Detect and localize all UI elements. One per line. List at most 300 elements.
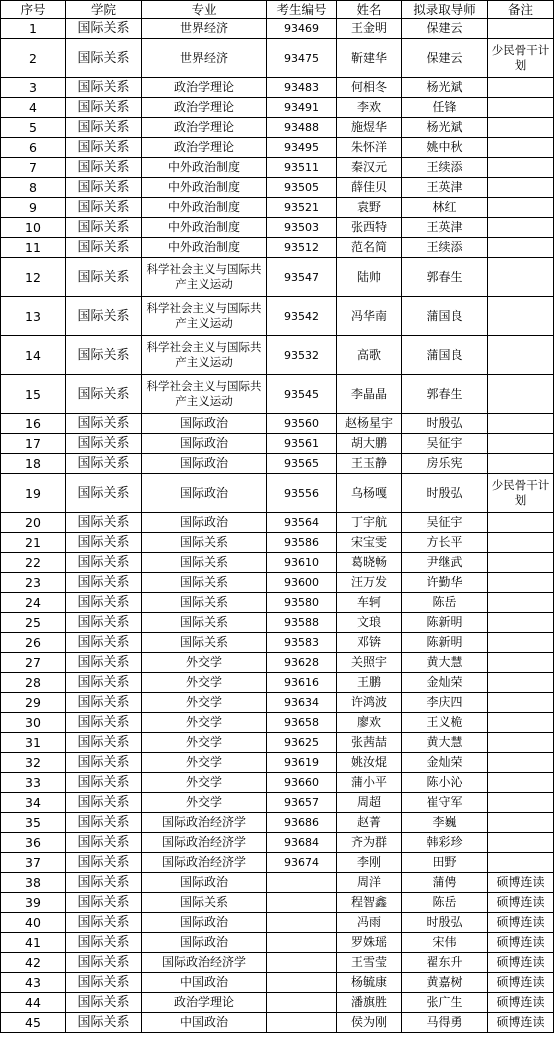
cell-major: 外交学	[142, 753, 267, 773]
cell-note	[488, 653, 554, 673]
table-row	[1, 593, 554, 613]
cell-major: 政治学理论	[142, 118, 267, 138]
cell-note	[488, 19, 554, 39]
cell-note	[488, 434, 554, 454]
cell-note: 硕博连读	[488, 1013, 554, 1033]
table-row	[1, 414, 554, 434]
cell-code	[267, 933, 337, 953]
cell-major: 国际政治经济学	[142, 813, 267, 833]
cell-seq: 1	[1, 19, 66, 39]
cell-advisor: 宋伟	[402, 933, 488, 953]
table-row	[1, 1013, 554, 1033]
cell-code: 93686	[267, 813, 337, 833]
cell-dept: 国际关系	[66, 434, 142, 454]
table-row	[1, 613, 554, 633]
table-row	[1, 933, 554, 953]
cell-code: 93564	[267, 513, 337, 533]
cell-dept: 国际关系	[66, 454, 142, 474]
cell-advisor: 李巍	[402, 813, 488, 833]
cell-name: 王玉静	[337, 454, 402, 474]
cell-code: 93628	[267, 653, 337, 673]
cell-code: 93483	[267, 78, 337, 98]
table-row	[1, 753, 554, 773]
table-row	[1, 297, 554, 336]
cell-advisor: 黄嘉树	[402, 973, 488, 993]
cell-advisor: 金灿荣	[402, 673, 488, 693]
table-row	[1, 733, 554, 753]
cell-name: 胡大鹏	[337, 434, 402, 454]
cell-advisor: 杨光斌	[402, 78, 488, 98]
cell-dept: 国际关系	[66, 953, 142, 973]
cell-dept: 国际关系	[66, 993, 142, 1013]
cell-major: 外交学	[142, 653, 267, 673]
cell-advisor: 蒲俜	[402, 873, 488, 893]
cell-advisor: 房乐宪	[402, 454, 488, 474]
table-row	[1, 553, 554, 573]
cell-name: 罗姝瑶	[337, 933, 402, 953]
table-row	[1, 474, 554, 513]
table-row	[1, 693, 554, 713]
cell-code: 93561	[267, 434, 337, 454]
cell-name: 冯华南	[337, 297, 402, 336]
table-row	[1, 118, 554, 138]
cell-name: 葛晓畅	[337, 553, 402, 573]
cell-major: 中外政治制度	[142, 158, 267, 178]
cell-name: 侯为刚	[337, 1013, 402, 1033]
cell-name: 张西特	[337, 218, 402, 238]
header-code: 考生编号	[267, 1, 337, 19]
cell-advisor: 韩彩珍	[402, 833, 488, 853]
cell-note: 硕博连读	[488, 893, 554, 913]
cell-note	[488, 375, 554, 414]
cell-major: 国际政治	[142, 873, 267, 893]
cell-seq: 40	[1, 913, 66, 933]
cell-seq: 29	[1, 693, 66, 713]
cell-name: 王雪莹	[337, 953, 402, 973]
cell-dept: 国际关系	[66, 198, 142, 218]
cell-seq: 33	[1, 773, 66, 793]
cell-name: 周超	[337, 793, 402, 813]
cell-major: 中外政治制度	[142, 218, 267, 238]
table-row	[1, 158, 554, 178]
table-row	[1, 258, 554, 297]
cell-advisor: 陈岳	[402, 593, 488, 613]
cell-dept: 国际关系	[66, 733, 142, 753]
cell-code: 93521	[267, 198, 337, 218]
cell-note	[488, 813, 554, 833]
cell-advisor: 方长平	[402, 533, 488, 553]
cell-advisor: 马得勇	[402, 1013, 488, 1033]
cell-code: 93560	[267, 414, 337, 434]
cell-dept: 国际关系	[66, 19, 142, 39]
cell-code: 93600	[267, 573, 337, 593]
cell-dept: 国际关系	[66, 138, 142, 158]
cell-code: 93556	[267, 474, 337, 513]
cell-name: 宋宝雯	[337, 533, 402, 553]
cell-advisor: 尹继武	[402, 553, 488, 573]
cell-note	[488, 336, 554, 375]
cell-note	[488, 297, 554, 336]
cell-seq: 17	[1, 434, 66, 454]
cell-note	[488, 733, 554, 753]
cell-dept: 国际关系	[66, 693, 142, 713]
cell-dept: 国际关系	[66, 513, 142, 533]
cell-major: 国际政治	[142, 913, 267, 933]
header-seq: 序号	[1, 1, 66, 19]
cell-advisor: 姚中秋	[402, 138, 488, 158]
cell-dept: 国际关系	[66, 297, 142, 336]
cell-seq: 6	[1, 138, 66, 158]
cell-major: 国际关系	[142, 533, 267, 553]
cell-note	[488, 753, 554, 773]
cell-advisor: 吴征宇	[402, 434, 488, 454]
cell-advisor: 李庆四	[402, 693, 488, 713]
cell-dept: 国际关系	[66, 474, 142, 513]
cell-note	[488, 793, 554, 813]
cell-name: 冯雨	[337, 913, 402, 933]
cell-code: 93634	[267, 693, 337, 713]
cell-advisor: 黄大慧	[402, 653, 488, 673]
cell-code	[267, 973, 337, 993]
cell-code: 93657	[267, 793, 337, 813]
cell-major: 中外政治制度	[142, 178, 267, 198]
cell-dept: 国际关系	[66, 713, 142, 733]
cell-name: 李晶晶	[337, 375, 402, 414]
cell-note	[488, 98, 554, 118]
table-row	[1, 238, 554, 258]
cell-name: 李欢	[337, 98, 402, 118]
cell-name: 杨毓康	[337, 973, 402, 993]
cell-advisor: 王英津	[402, 178, 488, 198]
cell-advisor: 翟东升	[402, 953, 488, 973]
cell-advisor: 崔守军	[402, 793, 488, 813]
cell-advisor: 保建云	[402, 39, 488, 78]
cell-dept: 国际关系	[66, 973, 142, 993]
cell-major: 外交学	[142, 733, 267, 753]
cell-major: 国际关系	[142, 893, 267, 913]
cell-major: 国际政治	[142, 513, 267, 533]
cell-name: 施煜华	[337, 118, 402, 138]
table-row	[1, 218, 554, 238]
cell-advisor: 时殷弘	[402, 474, 488, 513]
cell-major: 科学社会主义与国际共产主义运动	[142, 297, 267, 336]
cell-code: 93547	[267, 258, 337, 297]
cell-note: 少民骨干计划	[488, 474, 554, 513]
cell-seq: 23	[1, 573, 66, 593]
cell-major: 国际关系	[142, 613, 267, 633]
cell-dept: 国际关系	[66, 833, 142, 853]
cell-seq: 32	[1, 753, 66, 773]
cell-name: 乌杨嘎	[337, 474, 402, 513]
cell-code: 93491	[267, 98, 337, 118]
cell-advisor: 许勤华	[402, 573, 488, 593]
cell-seq: 35	[1, 813, 66, 833]
cell-note	[488, 713, 554, 733]
cell-major: 科学社会主义与国际共产主义运动	[142, 258, 267, 297]
cell-code: 93469	[267, 19, 337, 39]
cell-name: 何相冬	[337, 78, 402, 98]
cell-advisor: 吴征宇	[402, 513, 488, 533]
cell-note	[488, 533, 554, 553]
cell-code	[267, 913, 337, 933]
cell-note	[488, 218, 554, 238]
cell-code	[267, 893, 337, 913]
cell-name: 许鸿波	[337, 693, 402, 713]
cell-note	[488, 178, 554, 198]
cell-code: 93505	[267, 178, 337, 198]
cell-name: 赵菁	[337, 813, 402, 833]
cell-note	[488, 138, 554, 158]
cell-major: 国际政治	[142, 414, 267, 434]
header-row	[1, 1, 554, 19]
cell-seq: 12	[1, 258, 66, 297]
cell-dept: 国际关系	[66, 613, 142, 633]
table-row	[1, 19, 554, 39]
cell-major: 中外政治制度	[142, 198, 267, 218]
table-row	[1, 893, 554, 913]
cell-note	[488, 573, 554, 593]
cell-seq: 20	[1, 513, 66, 533]
cell-note	[488, 118, 554, 138]
cell-major: 国际关系	[142, 633, 267, 653]
cell-code: 93503	[267, 218, 337, 238]
cell-dept: 国际关系	[66, 673, 142, 693]
cell-note: 硕博连读	[488, 993, 554, 1013]
cell-major: 国际政治	[142, 933, 267, 953]
cell-note	[488, 673, 554, 693]
cell-major: 外交学	[142, 693, 267, 713]
cell-major: 国际政治	[142, 434, 267, 454]
cell-note	[488, 238, 554, 258]
cell-name: 袁野	[337, 198, 402, 218]
cell-major: 外交学	[142, 673, 267, 693]
cell-dept: 国际关系	[66, 653, 142, 673]
cell-name: 范名简	[337, 238, 402, 258]
cell-dept: 国际关系	[66, 593, 142, 613]
cell-code: 93674	[267, 853, 337, 873]
table-row	[1, 633, 554, 653]
cell-seq: 22	[1, 553, 66, 573]
cell-note	[488, 693, 554, 713]
cell-name: 薛佳贝	[337, 178, 402, 198]
cell-major: 国际政治经济学	[142, 953, 267, 973]
cell-seq: 8	[1, 178, 66, 198]
cell-code: 93588	[267, 613, 337, 633]
cell-advisor: 郭春生	[402, 375, 488, 414]
cell-note	[488, 833, 554, 853]
cell-code	[267, 1013, 337, 1033]
cell-seq: 16	[1, 414, 66, 434]
table-row	[1, 773, 554, 793]
cell-note	[488, 773, 554, 793]
table-row	[1, 98, 554, 118]
cell-seq: 38	[1, 873, 66, 893]
cell-code: 93512	[267, 238, 337, 258]
cell-note	[488, 198, 554, 218]
table-row	[1, 198, 554, 218]
cell-dept: 国际关系	[66, 118, 142, 138]
cell-seq: 4	[1, 98, 66, 118]
cell-seq: 41	[1, 933, 66, 953]
cell-seq: 34	[1, 793, 66, 813]
cell-code: 93495	[267, 138, 337, 158]
cell-code: 93660	[267, 773, 337, 793]
cell-major: 国际政治经济学	[142, 853, 267, 873]
cell-code: 93532	[267, 336, 337, 375]
cell-advisor: 时殷弘	[402, 414, 488, 434]
cell-dept: 国际关系	[66, 873, 142, 893]
cell-advisor: 金灿荣	[402, 753, 488, 773]
cell-note	[488, 633, 554, 653]
table-row	[1, 178, 554, 198]
cell-advisor: 陈新明	[402, 633, 488, 653]
cell-seq: 19	[1, 474, 66, 513]
cell-name: 张茜喆	[337, 733, 402, 753]
cell-seq: 39	[1, 893, 66, 913]
cell-name: 潘旗胜	[337, 993, 402, 1013]
cell-advisor: 王义桅	[402, 713, 488, 733]
cell-seq: 21	[1, 533, 66, 553]
cell-name: 秦汉元	[337, 158, 402, 178]
cell-name: 王金明	[337, 19, 402, 39]
cell-code: 93625	[267, 733, 337, 753]
cell-dept: 国际关系	[66, 573, 142, 593]
cell-dept: 国际关系	[66, 178, 142, 198]
cell-dept: 国际关系	[66, 553, 142, 573]
cell-seq: 31	[1, 733, 66, 753]
cell-seq: 15	[1, 375, 66, 414]
cell-seq: 37	[1, 853, 66, 873]
cell-name: 汪万发	[337, 573, 402, 593]
cell-dept: 国际关系	[66, 98, 142, 118]
cell-code: 93488	[267, 118, 337, 138]
table-row	[1, 39, 554, 78]
cell-major: 外交学	[142, 713, 267, 733]
cell-note	[488, 553, 554, 573]
cell-name: 李刚	[337, 853, 402, 873]
cell-name: 赵杨星宇	[337, 414, 402, 434]
header-dept: 学院	[66, 1, 142, 19]
cell-major: 世界经济	[142, 19, 267, 39]
cell-advisor: 王续添	[402, 158, 488, 178]
cell-name: 周洋	[337, 873, 402, 893]
table-row	[1, 513, 554, 533]
cell-seq: 14	[1, 336, 66, 375]
cell-dept: 国际关系	[66, 753, 142, 773]
cell-code: 93542	[267, 297, 337, 336]
cell-major: 国际政治	[142, 474, 267, 513]
cell-name: 齐为群	[337, 833, 402, 853]
cell-dept: 国际关系	[66, 813, 142, 833]
cell-code: 93586	[267, 533, 337, 553]
cell-code: 93658	[267, 713, 337, 733]
cell-seq: 13	[1, 297, 66, 336]
cell-major: 政治学理论	[142, 993, 267, 1013]
table-row	[1, 653, 554, 673]
cell-advisor: 陈小沁	[402, 773, 488, 793]
cell-code	[267, 993, 337, 1013]
cell-dept: 国际关系	[66, 238, 142, 258]
cell-note	[488, 414, 554, 434]
cell-advisor: 田野	[402, 853, 488, 873]
cell-advisor: 蒲国良	[402, 336, 488, 375]
cell-code	[267, 873, 337, 893]
cell-dept: 国际关系	[66, 893, 142, 913]
cell-name: 靳建华	[337, 39, 402, 78]
cell-advisor: 任锋	[402, 98, 488, 118]
table-row	[1, 833, 554, 853]
cell-major: 国际关系	[142, 553, 267, 573]
cell-seq: 36	[1, 833, 66, 853]
cell-major: 政治学理论	[142, 78, 267, 98]
cell-note: 少民骨干计划	[488, 39, 554, 78]
cell-note	[488, 853, 554, 873]
table-row	[1, 533, 554, 553]
cell-seq: 7	[1, 158, 66, 178]
cell-dept: 国际关系	[66, 853, 142, 873]
table-body	[1, 19, 554, 1033]
cell-major: 政治学理论	[142, 138, 267, 158]
table-row	[1, 793, 554, 813]
cell-advisor: 郭春生	[402, 258, 488, 297]
cell-dept: 国际关系	[66, 78, 142, 98]
cell-major: 政治学理论	[142, 98, 267, 118]
cell-dept: 国际关系	[66, 414, 142, 434]
cell-major: 中外政治制度	[142, 238, 267, 258]
cell-note	[488, 454, 554, 474]
cell-name: 邓锛	[337, 633, 402, 653]
cell-name: 王鹏	[337, 673, 402, 693]
cell-code: 93583	[267, 633, 337, 653]
table-row	[1, 953, 554, 973]
header-major: 专业	[142, 1, 267, 19]
cell-dept: 国际关系	[66, 933, 142, 953]
cell-note	[488, 513, 554, 533]
cell-name: 廖欢	[337, 713, 402, 733]
cell-dept: 国际关系	[66, 218, 142, 238]
table-row	[1, 973, 554, 993]
table-row	[1, 138, 554, 158]
cell-name: 姚汝焜	[337, 753, 402, 773]
cell-advisor: 保建云	[402, 19, 488, 39]
cell-major: 外交学	[142, 773, 267, 793]
cell-seq: 10	[1, 218, 66, 238]
cell-note: 硕博连读	[488, 973, 554, 993]
cell-name: 车轲	[337, 593, 402, 613]
cell-name: 程智鑫	[337, 893, 402, 913]
cell-major: 中国政治	[142, 973, 267, 993]
cell-note: 硕博连读	[488, 913, 554, 933]
cell-advisor: 杨光斌	[402, 118, 488, 138]
cell-seq: 43	[1, 973, 66, 993]
cell-code: 93610	[267, 553, 337, 573]
cell-note	[488, 158, 554, 178]
cell-note	[488, 613, 554, 633]
cell-dept: 国际关系	[66, 258, 142, 297]
cell-major: 国际政治经济学	[142, 833, 267, 853]
table-row	[1, 375, 554, 414]
cell-note: 硕博连读	[488, 873, 554, 893]
cell-seq: 18	[1, 454, 66, 474]
header-advisor: 拟录取导师	[402, 1, 488, 19]
table-row	[1, 853, 554, 873]
cell-code: 93511	[267, 158, 337, 178]
cell-note: 硕博连读	[488, 953, 554, 973]
cell-code: 93545	[267, 375, 337, 414]
cell-dept: 国际关系	[66, 913, 142, 933]
cell-seq: 26	[1, 633, 66, 653]
cell-advisor: 时殷弘	[402, 913, 488, 933]
